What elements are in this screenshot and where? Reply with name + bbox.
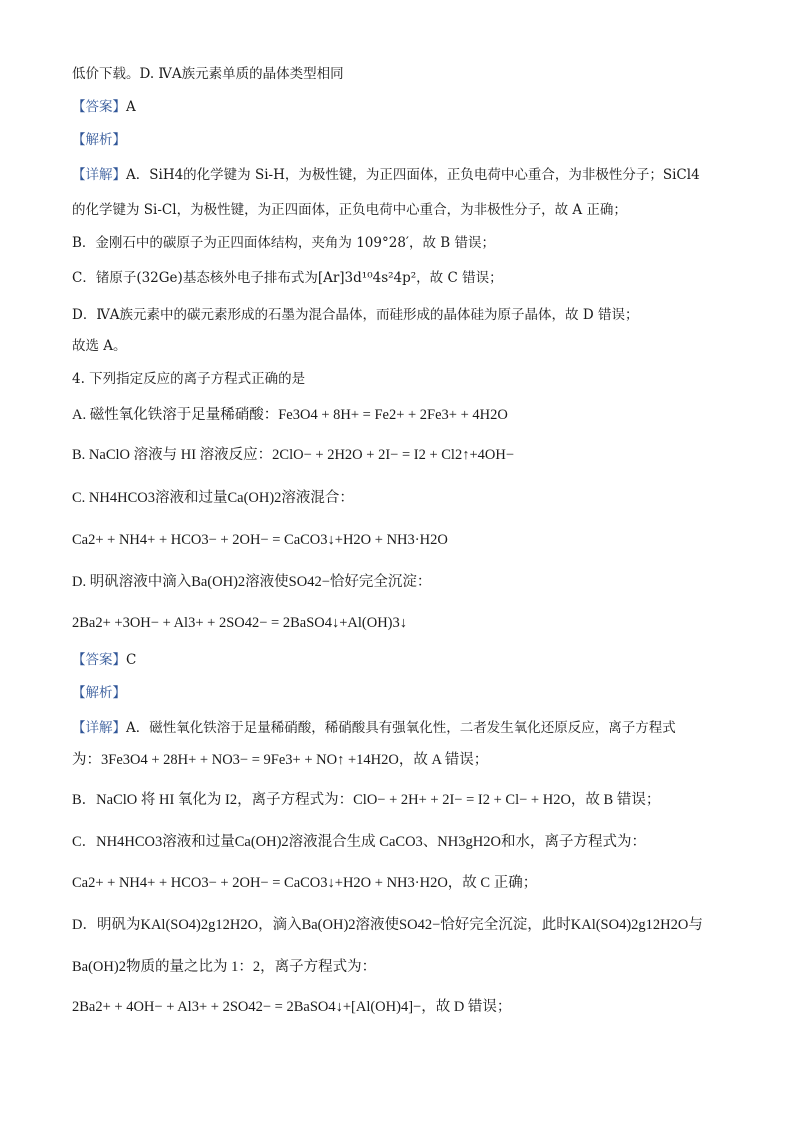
text-line: [72, 64, 722, 84]
explain-text: D．明矾为KAl(SO4)2g12H2O，滴入Ba(OH)2溶液使SO42−恰好完全沉淀，此时KAl(SO4)2g12H2O与: [72, 917, 703, 933]
explain-line: [72, 268, 722, 288]
detail-tag: 【详解】: [72, 720, 126, 736]
equation-text: Ca2+ + NH4+ + HCO3− + 2OH− = CaCO3↓+H2O + NH3·H2O，故 C 正确；: [72, 875, 538, 891]
answer-tag: 【答案】: [72, 99, 126, 115]
explain-line: [72, 873, 722, 893]
detail-tag: 【详解】: [72, 167, 126, 183]
question-stem: [72, 369, 722, 389]
analysis-line: [72, 130, 722, 150]
option-text: B. NaClO 溶液与 HI 溶液反应：2ClO− + 2H2O + 2I− = I2 + Cl2↑+4OH−: [72, 447, 515, 463]
explain-text: A．SiH4的化学键为 Si-H，为极性键，为正四面体，正负电荷中心重合，为非极性分子；SiCl4: [126, 167, 700, 183]
explain-line: [72, 165, 722, 185]
explain-line: [72, 200, 722, 220]
explain-text: C．NH4HCO3溶液和过量Ca(OH)2溶液混合生成 CaCO3、NH3gH2O和水，离子方程式为：: [72, 834, 646, 850]
explain-line: [72, 750, 722, 770]
answer-line: [72, 650, 722, 670]
explain-text: B．NaClO 将 HI 氧化为 I2，离子方程式为：ClO− + 2H+ + 2I− = I2 + Cl− + H2O，故 B 错误；: [72, 792, 661, 808]
option-text: A. 磁性氧化铁溶于足量稀硝酸：Fe3O4 + 8H+ = Fe2+ + 2Fe3+ + 4H2O: [72, 407, 508, 423]
option-a: [72, 405, 722, 425]
option-text: C. NH4HCO3溶液和过量Ca(OH)2溶液混合：: [72, 490, 354, 506]
option-c: [72, 488, 722, 508]
equation-text: 2Ba2+ + 4OH− + Al3+ + 2SO42− = 2BaSO4↓+[Al(OH)4]−，故 D 错误；: [72, 999, 512, 1015]
answer-value: C: [126, 652, 137, 668]
answer-tag: 【答案】: [72, 652, 126, 668]
question-text: 4. 下列指定反应的离子方程式正确的是: [72, 371, 306, 387]
analysis-tag: 【解析】: [72, 132, 126, 148]
explain-line: [72, 832, 722, 852]
conclusion-text: 故选 A。: [72, 338, 127, 354]
explain-text: 为：3Fe3O4 + 28H+ + NO3− = 9Fe3+ + NO↑ +14H2O，故 A 错误；: [72, 752, 489, 768]
option-c-equation: [72, 530, 722, 550]
explain-text: B．金刚石中的碳原子为正四面体结构，夹角为 109°28′，故 B 错误；: [72, 235, 495, 251]
option-b: [72, 445, 722, 465]
option-d: [72, 572, 722, 592]
explain-line: [72, 305, 722, 325]
option-d-equation: [72, 613, 722, 633]
explain-line: [72, 233, 722, 253]
answer-value: A: [126, 99, 136, 115]
equation-text: 2Ba2+ +3OH− + Al3+ + 2SO42− = 2BaSO4↓+Al(OH)3↓: [72, 615, 408, 631]
explain-text: Ba(OH)2物质的量之比为 1：2，离子方程式为：: [72, 959, 377, 975]
analysis-tag: 【解析】: [72, 685, 126, 701]
explain-line: [72, 997, 722, 1017]
analysis-line: [72, 683, 722, 703]
answer-line: [72, 97, 722, 117]
explain-line: [72, 957, 722, 977]
option-text: D. 明矾溶液中滴入Ba(OH)2溶液使SO42−恰好完全沉淀：: [72, 574, 432, 590]
equation-text: Ca2+ + NH4+ + HCO3− + 2OH− = CaCO3↓+H2O + NH3·H2O: [72, 532, 448, 548]
explain-line: [72, 915, 722, 935]
question-option-d-fragment: 低价下载。D. ⅣA族元素单质的晶体类型相同: [72, 66, 344, 82]
explain-text: A．磁性氧化铁溶于足量稀硝酸，稀硝酸具有强氧化性，二者发生氧化还原反应，离子方程式: [126, 720, 676, 736]
explain-text: D．ⅣA族元素中的碳元素形成的石墨为混合晶体，而硅形成的晶体硅为原子晶体，故 D 错误；: [72, 307, 639, 323]
explain-line: [72, 790, 722, 810]
explain-line: [72, 718, 722, 738]
explain-line: [72, 336, 722, 356]
explain-text: 的化学键为 Si-Cl，为极性键，为正四面体，正负电荷中心重合，为非极性分子，故 A 正确；: [72, 202, 627, 218]
explain-text: C．锗原子(32Ge)基态核外电子排布式为[Ar]3d¹⁰4s²4p²，故 C 错误；: [72, 270, 503, 286]
